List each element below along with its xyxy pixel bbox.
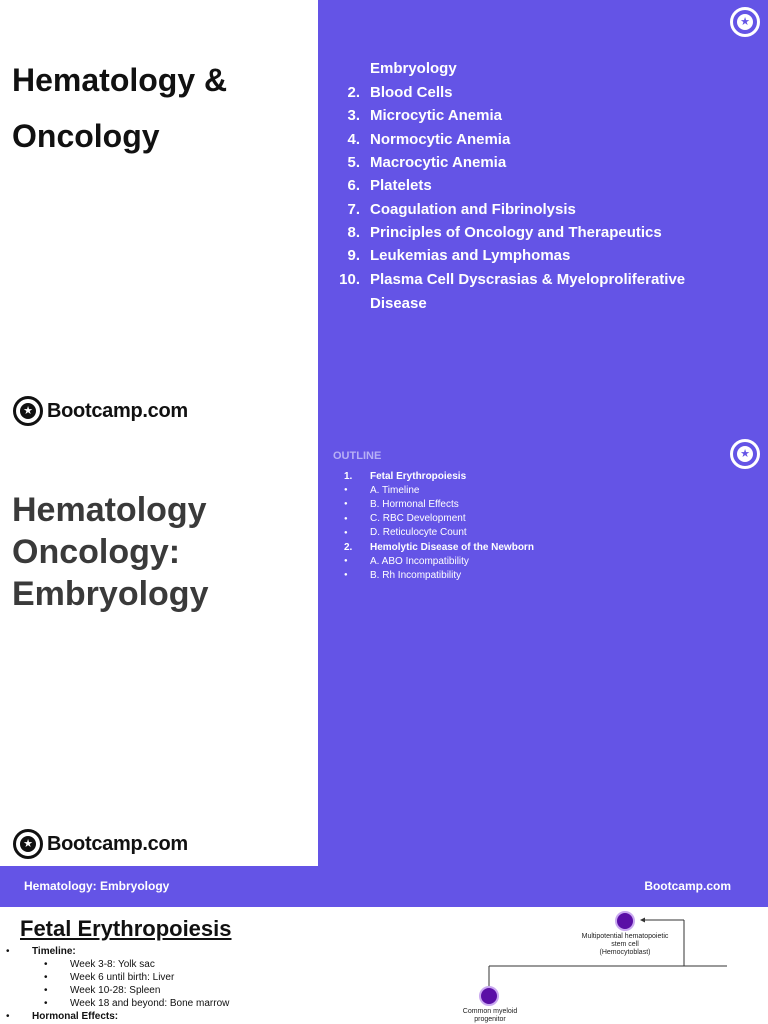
list-subitem: • Week 10-28: Spleen — [44, 985, 161, 996]
slide-fetal-erythropoiesis — [0, 866, 768, 1024]
outline-list — [344, 469, 534, 583]
toc-item-continued: Disease — [370, 294, 427, 312]
diagram-connectors — [440, 906, 760, 1024]
outline-subitem: ● D. Reticulocyte Count — [344, 527, 467, 539]
list-subitem: • Week 3-8: Yolk sac — [44, 959, 155, 970]
page-title — [12, 52, 227, 164]
bootcamp-logo-icon: ★ — [13, 829, 43, 859]
stem-cell-label: Multipotential hematopoietic stem cell (Hemocytoblast) — [581, 933, 669, 956]
outline-subitem: ● B. Rh Incompatibility — [344, 569, 462, 581]
banner-brand: Bootcamp.com — [644, 879, 731, 893]
toc-item: 9. Leukemias and Lymphomas — [347, 247, 571, 265]
toc-item: 3. Microcytic Anemia — [347, 107, 502, 125]
title-line-2: Oncology: — [12, 533, 181, 571]
table-of-contents — [328, 56, 685, 316]
myeloid-progenitor-icon — [479, 986, 499, 1006]
outline-subitem: ● A. ABO Incompatibility — [344, 555, 469, 567]
title-line-2: Oncology — [12, 118, 160, 154]
page-title — [12, 489, 208, 615]
bootcamp-logo-icon: ★ — [13, 396, 43, 426]
title-panel — [0, 0, 318, 433]
logo-text: Bootcamp.com — [47, 832, 188, 855]
list-subitem: • Week 18 and beyond: Bone marrow — [44, 998, 230, 1009]
bootcamp-logo — [13, 396, 188, 426]
contents-panel — [318, 0, 768, 433]
toc-item: 7. Coagulation and Fibrinolysis — [347, 200, 576, 218]
slide-header-banner — [0, 866, 768, 907]
title-line-1: Hematology — [12, 491, 207, 529]
logo-text: Bootcamp.com — [47, 399, 188, 422]
slide-embryology-outline — [0, 433, 768, 866]
bootcamp-logo — [13, 829, 188, 859]
myeloid-progenitor-label: Common myeloid progenitor — [462, 1008, 518, 1023]
toc-item-embryology: Embryology — [370, 60, 457, 77]
star-badge-icon: ★ — [730, 7, 760, 37]
toc-item: 4. Normocytic Anemia — [347, 130, 511, 148]
toc-item: 8. Principles of Oncology and Therapeutics — [347, 223, 662, 241]
list-item: • Timeline: — [6, 946, 76, 957]
title-line-3: Embryology — [12, 575, 209, 613]
title-panel — [0, 433, 318, 866]
outline-item: 1. Fetal Erythropoiesis — [344, 470, 467, 482]
outline-subitem: ● B. Hormonal Effects — [344, 498, 459, 510]
toc-item: 6. Platelets — [347, 177, 432, 195]
outline-subitem: ● C. RBC Development — [344, 513, 466, 525]
outline-item: 2. Hemolytic Disease of the Newborn — [344, 541, 534, 553]
section-title: Fetal Erythropoiesis — [20, 916, 232, 941]
outline-heading: OUTLINE — [333, 450, 382, 462]
toc-item: 10. Plasma Cell Dyscrasias & Myeloproliferative — [339, 270, 686, 288]
toc-item: 2. Blood Cells — [347, 84, 453, 102]
outline-panel — [318, 433, 768, 866]
star-badge-icon: ★ — [730, 439, 760, 469]
hematopoiesis-diagram — [440, 906, 760, 1024]
slide-course-overview — [0, 0, 768, 433]
content-list — [6, 945, 229, 1023]
list-item: • Hormonal Effects: — [6, 1011, 119, 1022]
banner-title: Hematology: Embryology — [24, 879, 170, 893]
outline-subitem: ● A. Timeline — [344, 484, 420, 496]
toc-item: 5. Macrocytic Anemia — [347, 154, 507, 172]
list-subitem: • Week 6 until birth: Liver — [44, 972, 175, 983]
title-line-1: Hematology & — [12, 62, 228, 98]
stem-cell-icon — [615, 911, 635, 931]
